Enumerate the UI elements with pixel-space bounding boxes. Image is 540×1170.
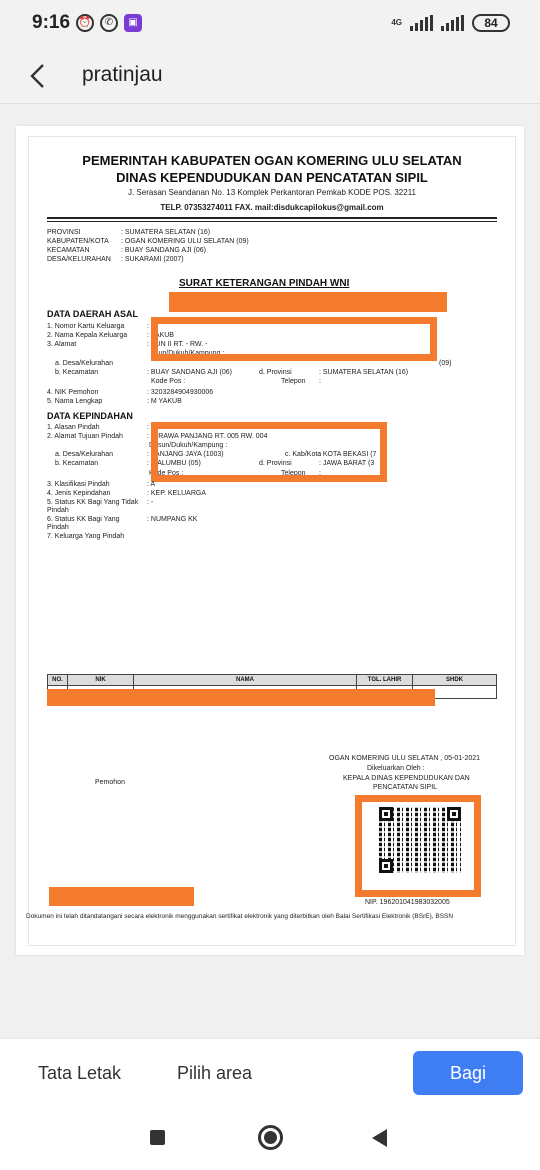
office-line-1: KEPALA DINAS KEPENDUDUKAN DAN — [343, 775, 470, 782]
origin-heading: DATA DAERAH ASAL — [47, 309, 138, 319]
region-value: : SUKARAMI (2007) — [121, 256, 184, 263]
dest-value: : - — [147, 499, 154, 506]
qr-corner — [447, 807, 461, 821]
dest-label: 4. Jenis Kepindahan — [47, 490, 111, 497]
preview-area[interactable] — [0, 105, 540, 1038]
qr-corner — [379, 859, 393, 873]
dest-label: Pindah — [47, 524, 69, 531]
origin-value: sun/Dukuh/Kampung : — [155, 350, 225, 357]
dest-value: Dusun/Dukuh/Kampung : — [149, 442, 228, 449]
chevron-left-icon[interactable] — [26, 62, 50, 90]
notification-icons — [76, 14, 142, 32]
issued-by: Dikeluarkan Oleh : — [367, 765, 425, 772]
dest-value: : A — [147, 481, 156, 488]
applicant-label: Pemohon — [95, 779, 125, 786]
select-area-button[interactable]: Pilih area — [177, 1063, 253, 1083]
dest-heading: DATA KEPINDAHAN — [47, 411, 133, 421]
page-title: pratinjau — [82, 63, 163, 86]
layout-button[interactable]: Tata Letak — [38, 1063, 122, 1083]
bottom-toolbar — [0, 1038, 540, 1106]
system-nav-bar — [0, 1106, 540, 1170]
region-value: : OGAN KOMERING ULU SELATAN (09) — [121, 238, 249, 245]
signal-icon — [410, 15, 433, 31]
origin-code: (09) — [439, 360, 452, 367]
redaction-frame — [151, 317, 437, 361]
document-page[interactable] — [16, 126, 524, 955]
dest-value: : NUMPANG KK — [147, 516, 198, 523]
header-rule-thin — [47, 221, 497, 222]
origin-prov-label: d. Provinsi — [259, 369, 292, 376]
origin-value: : SUN II RT. - RW. - — [147, 341, 208, 348]
doc-title: SURAT KETERANGAN PINDAH WNI — [179, 278, 350, 289]
table-header: TGL. LAHIR — [357, 675, 413, 686]
dest-value: : KEP. KELUARGA — [147, 490, 207, 497]
header-rule — [47, 217, 497, 219]
redaction-block — [47, 689, 435, 706]
dest-label: 6. Status KK Bagi Yang — [47, 516, 120, 523]
redaction-block — [49, 887, 194, 906]
back-icon[interactable] — [372, 1129, 387, 1147]
dest-prov-value: : JAWA BARAT (3 — [319, 460, 375, 467]
dest-tel-value: : — [319, 470, 321, 477]
redaction-frame — [151, 422, 387, 482]
status-bar — [0, 0, 540, 48]
dest-prov-label: d. Provinsi — [259, 460, 292, 467]
origin-label: 1. Nomor Kartu Keluarga — [47, 323, 125, 330]
origin-value: : YAKUB — [147, 332, 174, 339]
region-value: : SUMATERA SELATAN (16) — [121, 229, 211, 236]
dest-label: 7. Keluarga Yang Pindah — [47, 533, 125, 540]
dest-label: 2. Alamat Tujuan Pindah — [47, 433, 123, 440]
signal-icon-2 — [441, 15, 464, 31]
whatsapp-icon: ✆ — [100, 14, 118, 32]
dest-tel-label: Telepon — [281, 470, 306, 477]
doc-footer: Dokumen ini telah ditandatangani secara elektronik menggunakan sertifikat elektronik yang diterbitkan oleh Balai Sertifikasi Elektronik (BSrE), BSSN — [26, 913, 454, 920]
origin-value: : M YAKUB — [147, 398, 182, 405]
app-notification-icon: ▣ — [124, 14, 142, 32]
origin-label: 4. NIK Pemohon — [47, 389, 99, 396]
nip: NIP. 196201041983032005 — [365, 899, 450, 906]
origin-value: : 3203284904930006 — [147, 389, 214, 396]
region-label: KABUPATEN/KOTA — [47, 238, 109, 245]
dest-label: 5. Status KK Bagi Yang Tidak — [47, 499, 139, 506]
origin-tel-value: : — [319, 378, 321, 385]
origin-label: 5. Nama Lengkap — [47, 398, 103, 405]
dest-label: Pindah — [47, 507, 69, 514]
home-icon[interactable] — [258, 1125, 283, 1150]
share-button[interactable]: Bagi — [413, 1051, 523, 1095]
dest-value: : WALUMBU (05) — [147, 460, 201, 467]
alarm-icon: ⏰ — [76, 14, 94, 32]
origin-label: b. Kecamatan — [55, 369, 99, 376]
doc-header-2: DINAS KEPENDUDUKAN DAN PENCATATAN SIPIL — [116, 170, 428, 185]
office-line-2: PENCATATAN SIPIL — [373, 784, 438, 791]
app-bar — [0, 48, 540, 104]
origin-label: 3. Alamat — [47, 341, 77, 348]
origin-value: : BUAY SANDANG AJI (06) — [147, 369, 232, 376]
dest-label: a. Desa/Kelurahan — [55, 451, 113, 458]
doc-address: J. Serasan Seandanan No. 13 Komplek Perkantoran Pemkab KODE POS. 32211 — [127, 188, 417, 197]
doc-contact: TELP. 07353274011 FAX. mail:disdukcapilokus@gmail.com — [160, 203, 384, 212]
region-label: DESA/KELURAHAN — [47, 256, 111, 263]
table-header: NIK — [68, 675, 134, 686]
table-header: SHDK — [413, 675, 497, 686]
origin-value: Kode Pos : — [151, 378, 186, 385]
document-content — [28, 136, 516, 946]
battery-icon: 84 — [472, 14, 510, 32]
region-label: KECAMATAN — [47, 247, 90, 254]
dest-label: b. Kecamatan — [55, 460, 99, 467]
status-right — [391, 14, 510, 32]
recents-icon[interactable] — [150, 1130, 165, 1145]
redaction-frame — [355, 795, 481, 897]
dest-value: : J. RAWA PANJANG RT. 005 RW. 004 — [147, 433, 268, 440]
origin-label: a. Desa/Kelurahan — [55, 360, 113, 367]
dest-value: : F — [147, 424, 156, 431]
region-value: : BUAY SANDANG AJI (06) — [121, 247, 206, 254]
origin-label: 2. Nama Kepala Keluarga — [47, 332, 128, 339]
dest-label: 1. Alasan Pindah — [47, 424, 100, 431]
qr-corner — [379, 807, 393, 821]
dest-label: 3. Klasifikasi Pindah — [47, 481, 110, 488]
dest-value: : PANJANG JAYA (1003) — [147, 451, 224, 458]
network-type: 4G — [391, 18, 402, 27]
redaction-block — [169, 292, 447, 312]
dest-city-label: c. Kab/Kota — [285, 451, 322, 458]
clock: 9:16 — [32, 12, 71, 33]
origin-value: : — [147, 323, 149, 330]
origin-prov-value: : SUMATERA SELATAN (16) — [319, 369, 409, 376]
place-date: OGAN KOMERING ULU SELATAN , 05-01-2021 — [329, 755, 481, 762]
dest-value: Kode Pos : — [149, 470, 184, 477]
table-header: NO. — [48, 675, 68, 686]
doc-header-1: PEMERINTAH KABUPATEN OGAN KOMERING ULU SELATAN — [82, 153, 462, 168]
region-label: PROVINSI — [47, 229, 81, 236]
origin-tel-label: Telepon — [281, 378, 306, 385]
dest-city-value: : KOTA BEKASI (7 — [319, 451, 377, 458]
table-header: NAMA — [134, 675, 357, 686]
